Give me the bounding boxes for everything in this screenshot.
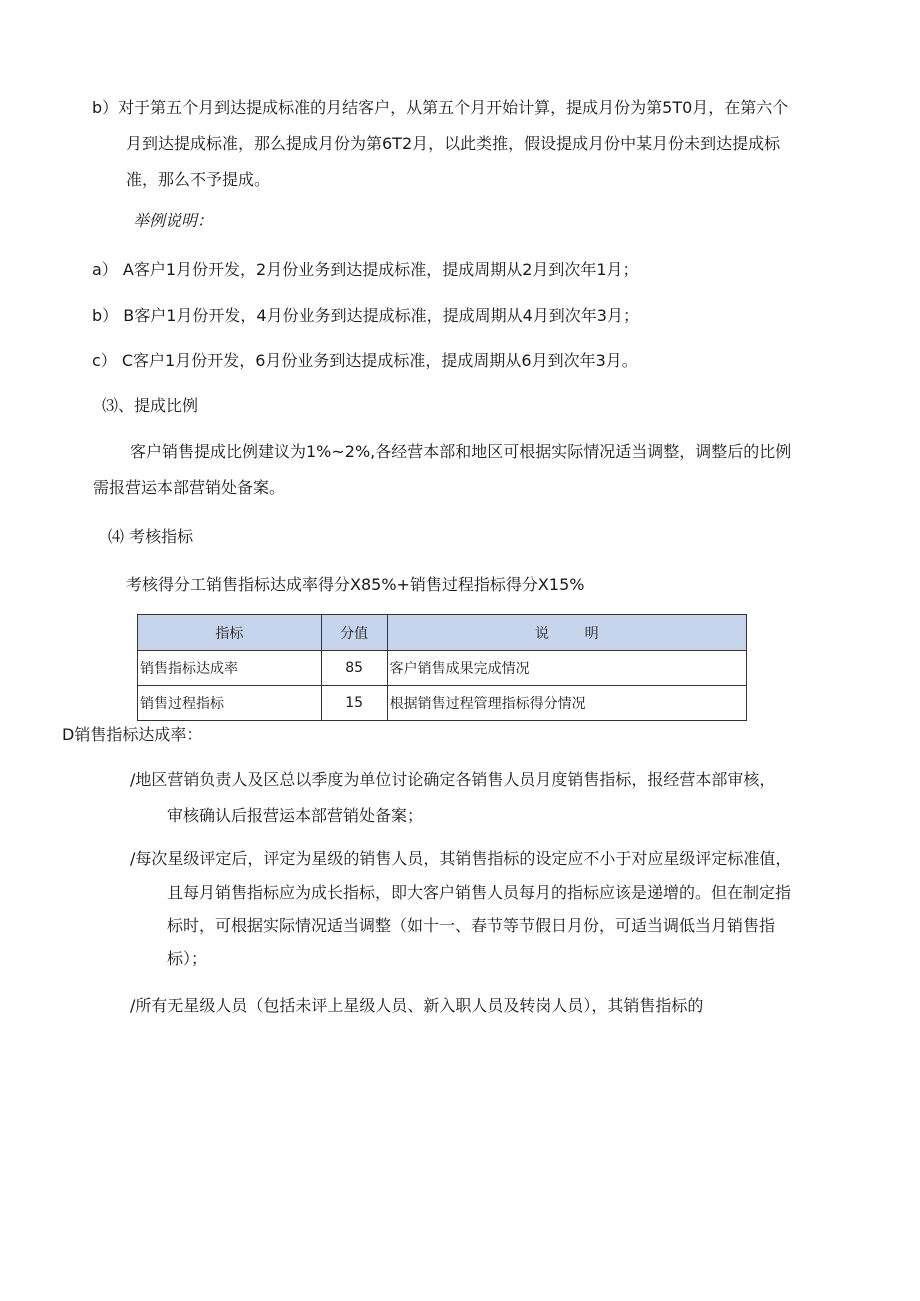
example-b: b） B客户1月份开发，4月份业务到达提成标准，提成周期从4月到次年3月； bbox=[92, 306, 639, 325]
row-indicator: 销售指标达成率 bbox=[138, 651, 322, 686]
ratio-line-2: 需报营运本部营销处备案。 bbox=[93, 478, 286, 497]
paragraph-b-line-2: 月到达提成标准，那么提成月份为第6T2月，以此类推，假设提成月份中某月份未到达提成标 bbox=[126, 134, 781, 153]
item-1-line-2: 审核确认后报营运本部营销处备案； bbox=[167, 806, 424, 825]
row-score: 15 bbox=[321, 686, 387, 721]
table-row bbox=[138, 651, 747, 686]
paragraph-b-line-1: b）对于第五个月到达提成标准的月结客户，从第五个月开始计算，提成月份为第5T0月，在第六个 bbox=[92, 98, 789, 117]
table-header-row bbox=[138, 615, 747, 651]
table-row bbox=[138, 686, 747, 721]
section-d-heading: D销售指标达成率： bbox=[62, 725, 203, 744]
paragraph-b-line-3: 准，那么不予提成。 bbox=[126, 170, 271, 189]
header-description: 说 明 bbox=[387, 615, 746, 651]
row-indicator: 销售过程指标 bbox=[138, 686, 322, 721]
item-2-line-3: 标时，可根据实际情况适当调整（如十一、春节等节假日月份，可适当调低当月销售指 bbox=[167, 916, 776, 935]
section-4-heading: ⑷ 考核指标 bbox=[108, 527, 194, 546]
example-c: c） C客户1月份开发，6月份业务到达提成标准，提成周期从6月到次年3月。 bbox=[92, 351, 638, 370]
item-1-line-1: /地区营销负责人及区总以季度为单位讨论确定各销售人员月度销售指标，报经营本部审核， bbox=[130, 770, 776, 789]
item-2-line-1: /每次星级评定后，评定为星级的销售人员，其销售指标的设定应不小于对应星级评定标准值， bbox=[130, 849, 792, 868]
example-title: 举例说明： bbox=[133, 211, 214, 230]
item-2-line-2: 且每月销售指标应为成长指标，即大客户销售人员每月的指标应该是递增的。但在制定指 bbox=[167, 883, 792, 902]
row-description: 客户销售成果完成情况 bbox=[387, 651, 746, 686]
kpi-table bbox=[137, 614, 747, 721]
row-score: 85 bbox=[321, 651, 387, 686]
item-2-line-4: 标）； bbox=[167, 949, 208, 968]
row-description: 根据销售过程管理指标得分情况 bbox=[387, 686, 746, 721]
score-formula: 考核得分工销售指标达成率得分X85%+销售过程指标得分X15% bbox=[126, 575, 585, 594]
item-3-line-1: /所有无星级人员（包括未评上星级人员、新入职人员及转岗人员），其销售指标的 bbox=[130, 996, 704, 1015]
example-a: a） A客户1月份开发，2月份业务到达提成标准，提成周期从2月到次年1月； bbox=[92, 260, 639, 279]
header-indicator: 指标 bbox=[138, 615, 322, 651]
ratio-line-1: 客户销售提成比例建议为1%~2%,各经营本部和地区可根据实际情况适当调整，调整后的比例 bbox=[130, 442, 792, 461]
header-score: 分值 bbox=[321, 615, 387, 651]
section-3-heading: ⑶、提成比例 bbox=[102, 396, 199, 415]
